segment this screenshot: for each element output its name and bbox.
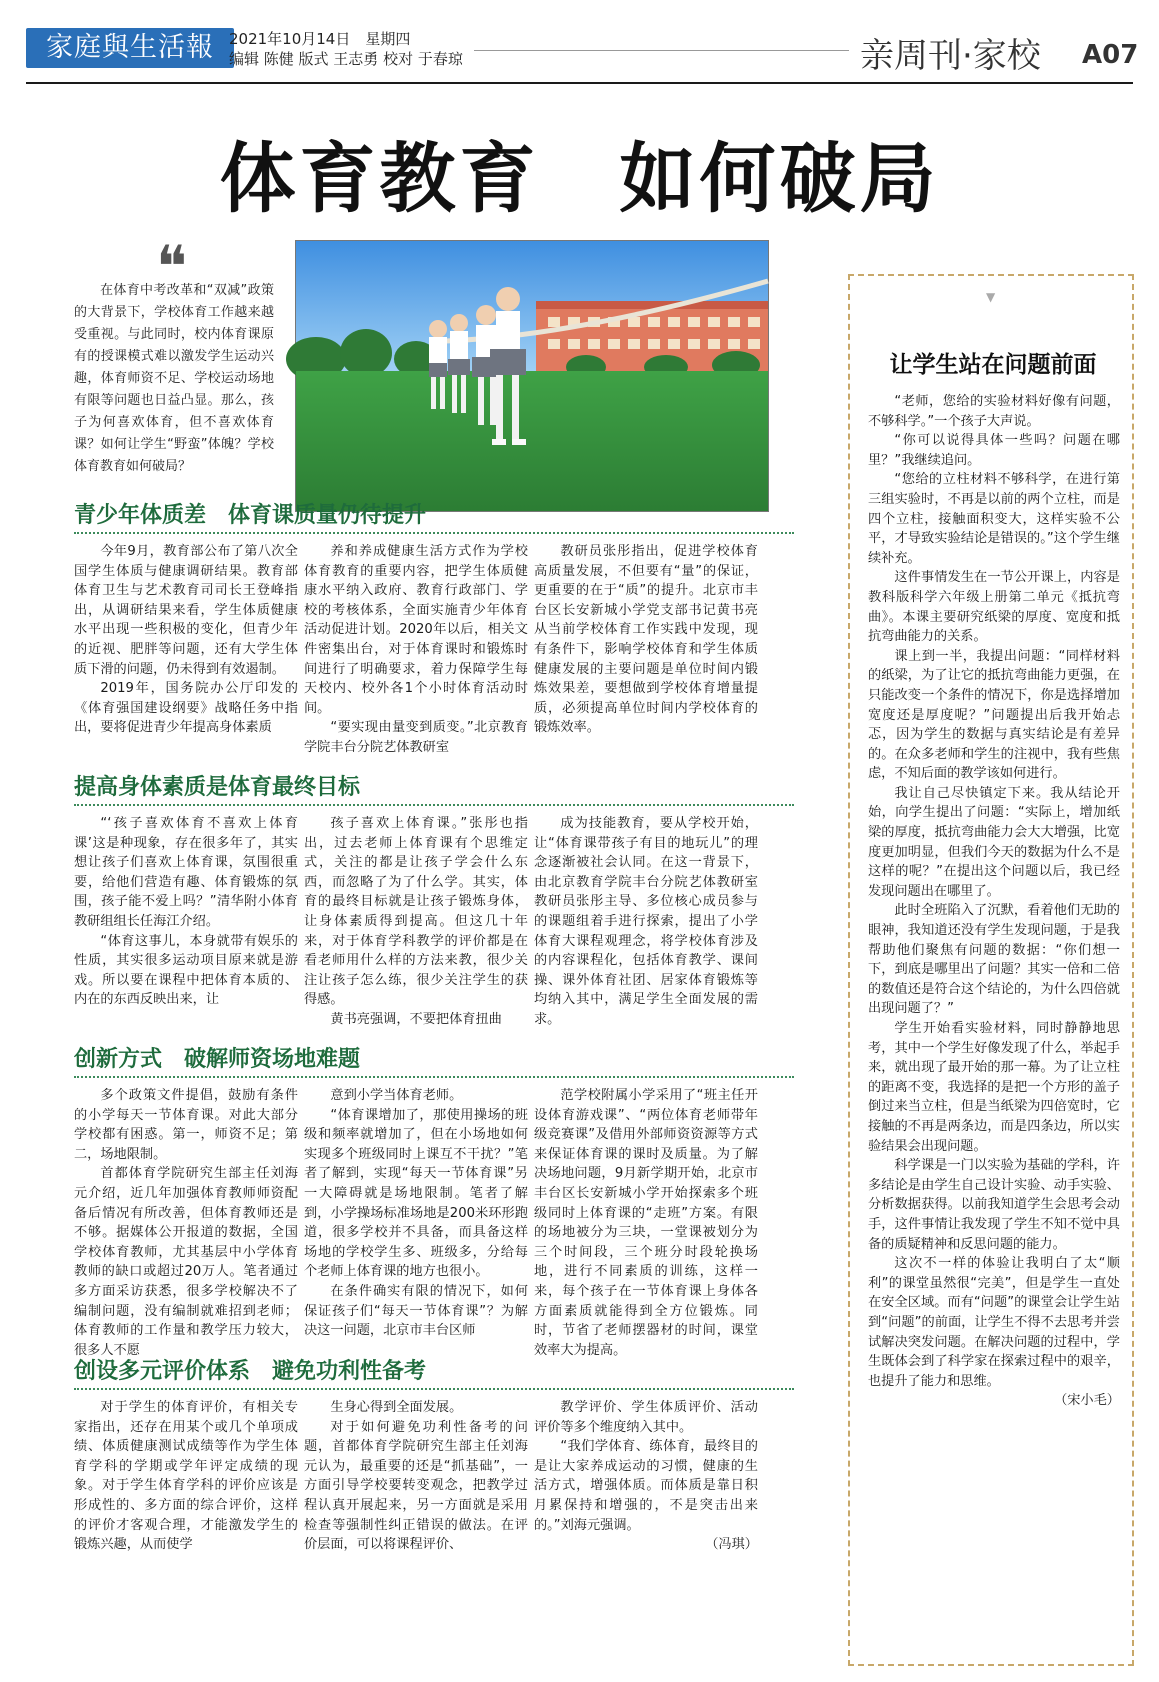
paragraph: 首都体育学院研究生部主任刘海元介绍，近几年加强体育教师师资配备后情况有所改善，但体育教师还是不够。据媒体公开报道的数据，全国学校体育教师，尤其基层中小学体育教师的缺口或超过20万人。笔者通过多方面采访获悉，很多学校解决不了编制问题，没有编制就难招到老师；体育教师的工作量和教学压力较大，很多人不愿 [74,1166,298,1358]
issue-date: 2021年10月14日 星期四 [229,30,411,48]
quote-mark-icon: ❝ [156,233,188,301]
masthead-rule [474,50,849,51]
paragraph: 孩子喜欢上体育课。”张彤也指出，过去老师上体育课有个思维定式，关注的都是让孩子学会什么东西，而忽略了为了什么学。其实，体育的最终目标就是让孩子锻炼身体，让身体素质得到提高。但这几十年来，对于体育学科教学的评价都是在看老师用什么样的方法来教，很少关注让孩子怎么练，很少关注学生的获得感。 [304,816,528,1008]
photo-illustration [296,241,768,511]
paragraph: 教学评价、学生体质评价、活动评价等多个维度纳入其中。 [534,1400,758,1435]
section-1-col-1 [74,542,298,758]
section-1-col-3 [534,542,758,758]
section-4-col-3 [534,1398,758,1634]
sidebar-title: 让学生站在问题前面 [889,351,1097,378]
paragraph: 我让自己尽快镇定下来。我从结论开始，向学生提出了问题：“实际上，增加纸梁的厚度，抵抗弯曲能力会大大增强，比宽度更加明显，但我们今天的数据为什么不是这样的呢？”在提出这个问题以后，我已经发现问题出在哪里了。 [868,785,1120,899]
section-4-col-2 [304,1398,528,1634]
section-3-col-3 [534,1086,758,1358]
paragraph: 意到小学当体育老师。 [330,1088,463,1103]
paragraph: “‘孩子喜欢体育不喜欢上体育课’这是种现象，存在很多年了，其实想让孩子们喜欢上体育课，氛围很重要，给他们营造有趣、体育锻炼的氛围，孩子能不爱上吗？”清华附小体育教研组组长任海江介绍。 [74,816,298,929]
sidebar-byline: （宋小毛） [1054,1393,1120,1409]
sidebar-body [868,392,1120,1654]
paragraph: 学生开始看实验材料，同时静静地思考，其中一个学生好像发现了什么，举起手来，就出现了最开始的那一幕。为了让立柱的距离不变，我选择的是把一个方形的盖子倒过来当立柱，但是当纸梁为四倍宽时，它接触的不再是两条边，而是四条边，所以实验结果会出现问题。 [868,1021,1120,1154]
section-4-col-1 [74,1398,298,1634]
intro-text: 在体育中考改革和“双减”政策的大背景下，学校体育工作越来越受重视。与此同时，校内体育课原有的授课模式难以激发学生运动兴趣，体育师资不足、学校运动场地有限等问题也日益凸显。那么，孩子为何喜欢体育，但不喜欢体育课？如何让学生“野蛮”体魄？学校体育教育如何破局？ [74,283,274,474]
paragraph: 在条件确实有限的情况下，如何保证孩子们“每天一节体育课”？为解决这一问题，北京市丰台区师 [304,1283,528,1339]
section-1-col-2 [304,542,528,758]
tug-of-war-photo [295,240,769,512]
paragraph: “要实现由量变到质变。”北京教育学院丰台分院艺体教研室 [304,720,528,755]
section-2-col-3 [534,814,758,1030]
section-2-col-2 [304,814,528,1030]
paragraph: 范学校附属小学采用了“班主任开设体育游戏课”、“两位体育老师带年级竞赛课”及借用外部师资资源等方式来保证体育课的课时及质量。为了解决场地问题，9月新学期开始，北京市丰台区长安新城小学开始探索多个班级同时上体育课的“走班”方案。有限的场地被分为三块，一堂课被划分为三个时间段，三个班分时段轮换场地，进行不同素质的训练，这样一来，每个孩子在一节体育课上身体各方面素质就能得到全方位锻炼。同时，节省了老师摆器材的时间，课堂效率大为提高。 [534,1088,758,1358]
main-headline: 体育教育 如何破局 [219,134,940,223]
header-divider [26,82,1133,84]
subheading-4: 创设多元评价体系 避免功利性备考 [74,1356,794,1386]
paragraph: “老师，您给的实验材料好像有问题，不够科学。”一个孩子大声说。 [868,394,1120,429]
paragraph: “体育这事儿，本身就带有娱乐的性质，其实很多运动项目原来就是游戏。所以要在课程中把体育本质的、内在的东西反映出来，让 [74,933,298,1008]
paragraph: 今年9月，教育部公布了第八次全国学生体质与健康调研结果。教育部体育卫生与艺术教育司司长王登峰指出，从调研结果来看，学生体质健康水平出现一些积极的变化，但青少年的近视、肥胖等问题，还有大学生体质下滑的问题，仍未得到有效遏制。 [74,544,298,677]
paragraph: 生身心得到全面发展。 [330,1400,463,1415]
paragraph: “体育课增加了，那使用操场的班级和频率就增加了，但在小场地如何实现多个班级同时上课互不干扰？”笔者了解到，实现“每天一节体育课”另一大障碍就是场地限制。笔者了解到，小学操场标准场地是200米环形跑道，很多学校并不具备，而具备这样场地的学校学生多、班级多，分给每个老师上体育课的地方也很小。 [304,1107,528,1280]
paragraph: 多个政策文件提倡，鼓励有条件的小学每天一节体育课。对此大部分学校都有困惑。第一，师资不足；第二，场地限制。 [74,1088,298,1162]
paragraph: 科学课是一门以实验为基础的学科，许多结论是由学生自己设计实验、动手实验、分析数据获得。以前我知道学生会思考会动手，这件事情让我发现了学生不知不觉中具备的质疑精神和反思问题的能力。 [868,1158,1120,1252]
paragraph: 2019年，国务院办公厅印发的《体育强国建设纲要》战略任务中指出，要将促进青少年提高身体素质 [74,681,298,736]
paragraph: 养和养成健康生活方式作为学校体育教育的重要内容，把学生体质健康水平纳入政府、教育行政部门、学校的考核体系，全面实施青少年体育活动促进计划。2020年以后，相关文件密集出台，对于体育课时和锻炼时间进行了明确要求，着力保障学生每天校内、校外各1个小时体育活动时间。 [304,544,528,716]
section-2-col-1 [74,814,298,1030]
staff-credits: 编辑 陈健 版式 王志勇 校对 于春琼 [229,50,463,68]
subheading-1: 青少年体质差 体育课质量仍待提升 [74,500,794,530]
paragraph: 此时全班陷入了沉默，看着他们无助的眼神，我知道还没有学生发现问题，于是我帮助他们聚焦有问题的数据：“你们想一下，到底是哪里出了问题？其实一倍和二倍的数值还是符合这个结论的，为什么四倍就出现问题了？” [868,903,1120,1017]
subheading-2: 提高身体素质是体育最终目标 [74,772,794,802]
paragraph: 教研员张彤指出，促进学校体育高质量发展，不但要有“量”的保证，更重要的在于“质”的提升。北京市丰台区长安新城小学党支部书记黄书亮从当前学校体育工作实践中发现，现有条件下，影响学校体育和学生体质健康发展的主要问题是单位时间内锻炼效果差，要想做到学校体育增量提质，必须提高单位时间内学校体育的锻炼效率。 [534,544,758,736]
paragraph: 黄书亮强调，不要把体育扭曲 [330,1011,502,1027]
paragraph: “你可以说得具体一些吗？问题在哪里？”我继续追问。 [868,433,1120,468]
paragraph: 这次不一样的体验让我明白了太“顺利”的课堂虽然很“完美”，但是学生一直处在安全区域。而有“问题”的课堂会让学生站到“问题”的前面，让学生不得不去思考并尝试解决突发问题。在解决问题的过程中，学生既体会到了科学家在探索过程中的艰辛，也提升了能力和思维。 [868,1256,1120,1389]
byline: （冯琪） [705,1537,758,1553]
paragraph: 对于学生的体育评价，有相关专家指出，还存在用某个或几个单项成绩、体质健康测试成绩等作为学生体育学科的学期或学年评定成绩的现象。对于学生体育学科的评价应该是形成性的、多方面的综合评价，这样的评价才客观合理，才能激发学生的锻炼兴趣，从而使学 [74,1400,298,1553]
paragraph: 成为技能教育，要从学校开始，让“体育课带孩子有目的地玩儿”的理念逐渐被社会认同。在这一背景下，由北京教育学院丰台分院艺体教研室教研员张彤主导、多位核心成员参与的课题组着手进行探索，提出了小学体育大课程观理念，将学校体育涉及的内容课程化，包括体育教学、课间操、课外体育社团、居家体育锻炼等均纳入其中，满足学生全面发展的需求。 [534,816,758,1027]
section-3-col-1 [74,1086,298,1358]
paragraph: 对于如何避免功利性备考的问题，首都体育学院研究生部主任刘海元认为，最重要的还是“抓基础”，一方面引导学校要转变观念，把教学过程认真开展起来，另一方面就是采用检查等强制性纠正错误的做法。在评价层面，可以将课程评价、 [304,1419,528,1553]
subheading-3: 创新方式 破解师资场地难题 [74,1044,794,1074]
paragraph: 这件事情发生在一节公开课上，内容是教科版科学六年级上册第二单元《抵抗弯曲》。本课主要研究纸梁的厚度、宽度和抵抗弯曲能力的关系。 [868,570,1120,645]
paragraph: “我们学体育、练体育，最终目的是让大家养成运动的习惯，健康的生活方式，增强体质。而体质是靠日积月累保持和增强的，不是突击出来的。”刘海元强调。 [534,1439,758,1533]
section-name: 亲周刊·家校 [860,36,1041,76]
paragraph: 课上到一半，我提出问题：“同样材料的纸梁，为了让它的抵抗弯曲能力更强，在只能改变一个条件的情况下，你是选择增加宽度还是厚度呢？”问题提出后我开始忐忑，因为学生的数据与真实结论是有差异的。在众多老师和学生的注视中，我有些焦虑，不知后面的教学该如何进行。 [868,648,1120,782]
triangle-down-icon: ▼ [986,290,996,304]
newspaper-logo: 家庭與生活報 [26,28,234,68]
section-3-col-2 [304,1086,528,1342]
paragraph: “您给的立柱材料不够科学，在进行第三组实验时，不再是以前的两个立柱，而是四个立柱，接触面积变大，这样实验不公平，才导致实验结论是错误的。”这个学生继续补充。 [868,472,1120,566]
page-number: A07 [1082,40,1139,70]
